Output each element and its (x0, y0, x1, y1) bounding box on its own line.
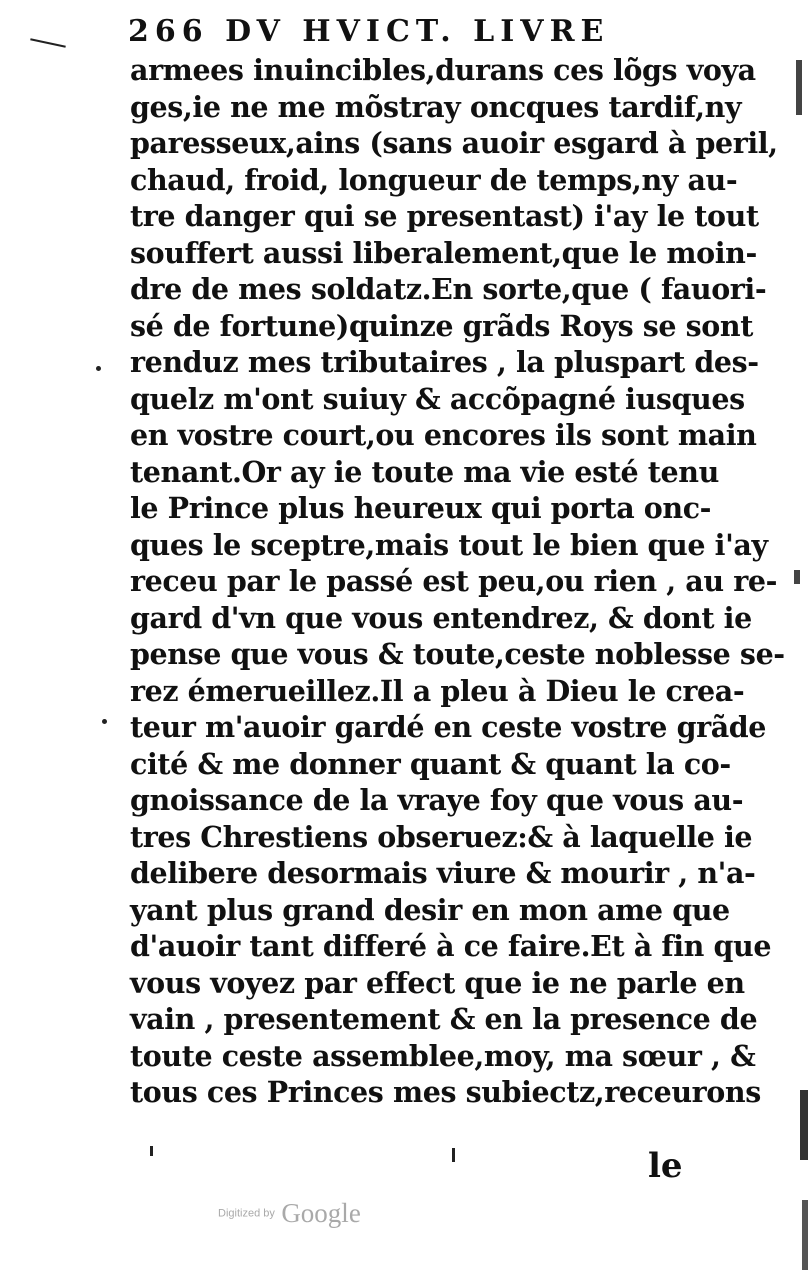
body-text (130, 52, 785, 1111)
text-line: armees inuincibles,durans ces lõgs voya (130, 53, 756, 87)
text-line: sé de fortune)quinze grãds Roys se sont (130, 308, 753, 343)
text-line: chaud, froid, longueur de temps,ny au- (130, 162, 738, 197)
edge-scan-shadow (796, 60, 802, 115)
margin-ink-dot (102, 719, 107, 724)
text-line: renduz mes tributaires , la pluspart des- (130, 345, 759, 379)
text-line: quelz m'ont suiuy & accõpagné iusques (130, 381, 745, 416)
text-line: le Prince plus heureux qui porta onc- (130, 491, 712, 525)
text-line: teur m'auoir gardé en ceste vostre grãde (130, 710, 767, 744)
catchword: le (648, 1146, 683, 1186)
text-line: gard d'vn que vous entendrez, & dont ie (130, 600, 752, 635)
edge-scan-shadow (800, 1090, 808, 1160)
text-line: yant plus grand desir en mon ame que (130, 892, 730, 927)
edge-scan-shadow (802, 1200, 808, 1270)
text-line: vous voyez par effect que ie ne parle en (130, 965, 745, 1000)
text-line: delibere desormais viure & mourir , n'a- (130, 856, 756, 890)
text-line: pense que vous & toute,ceste noblesse se- (130, 637, 785, 671)
text-line: tous ces Princes mes subiectz,receurons (130, 1075, 761, 1109)
digitization-watermark (218, 1198, 361, 1229)
text-line: tres Chrestiens obseruez:& à laquelle ie (130, 819, 753, 854)
edge-scan-shadow (794, 570, 800, 584)
watermark-prefix: Digitized by (218, 1207, 275, 1220)
watermark-brand: Google (281, 1198, 361, 1228)
margin-ink-mark (30, 38, 66, 47)
text-line: ques le sceptre,mais tout le bien que i'ay (130, 527, 768, 562)
running-header (128, 14, 728, 50)
margin-ink-dot (96, 366, 101, 371)
text-line: paresseux,ains (sans auoir esgard à peril, (130, 126, 778, 160)
text-line: d'auoir tant differé à ce faire.Et à fin que (130, 929, 772, 963)
page-number: 266 (128, 14, 209, 49)
text-line: en vostre court,ou encores ils sont main (130, 418, 757, 452)
text-line: tre danger qui se presentast) i'ay le tout (130, 199, 759, 233)
text-line: tenant.Or ay ie toute ma vie esté tenu (130, 454, 719, 489)
text-line: gnoissance de la vraye foy que vous au- (130, 783, 744, 817)
text-line: vain , presentement & en la presence de (130, 1002, 758, 1036)
text-line: souffert aussi liberalement,que le moin- (130, 235, 757, 270)
margin-ink-mark (452, 1148, 455, 1162)
text-line: ges,ie ne me mõstray oncques tardif,ny (130, 89, 742, 124)
text-line: rez émerueillez.Il a pleu à Dieu le crea- (130, 673, 745, 708)
margin-ink-mark (150, 1146, 153, 1156)
text-line: cité & me donner quant & quant la co- (130, 746, 731, 781)
text-line: toute ceste assemblee,moy, ma sœur , & (130, 1038, 756, 1073)
text-line: receu par le passé est peu,ou rien , au re- (130, 564, 777, 598)
text-line: dre de mes soldatz.En sorte,que ( fauori- (130, 272, 767, 306)
running-title: DV HVICT. LIVRE (225, 14, 610, 49)
